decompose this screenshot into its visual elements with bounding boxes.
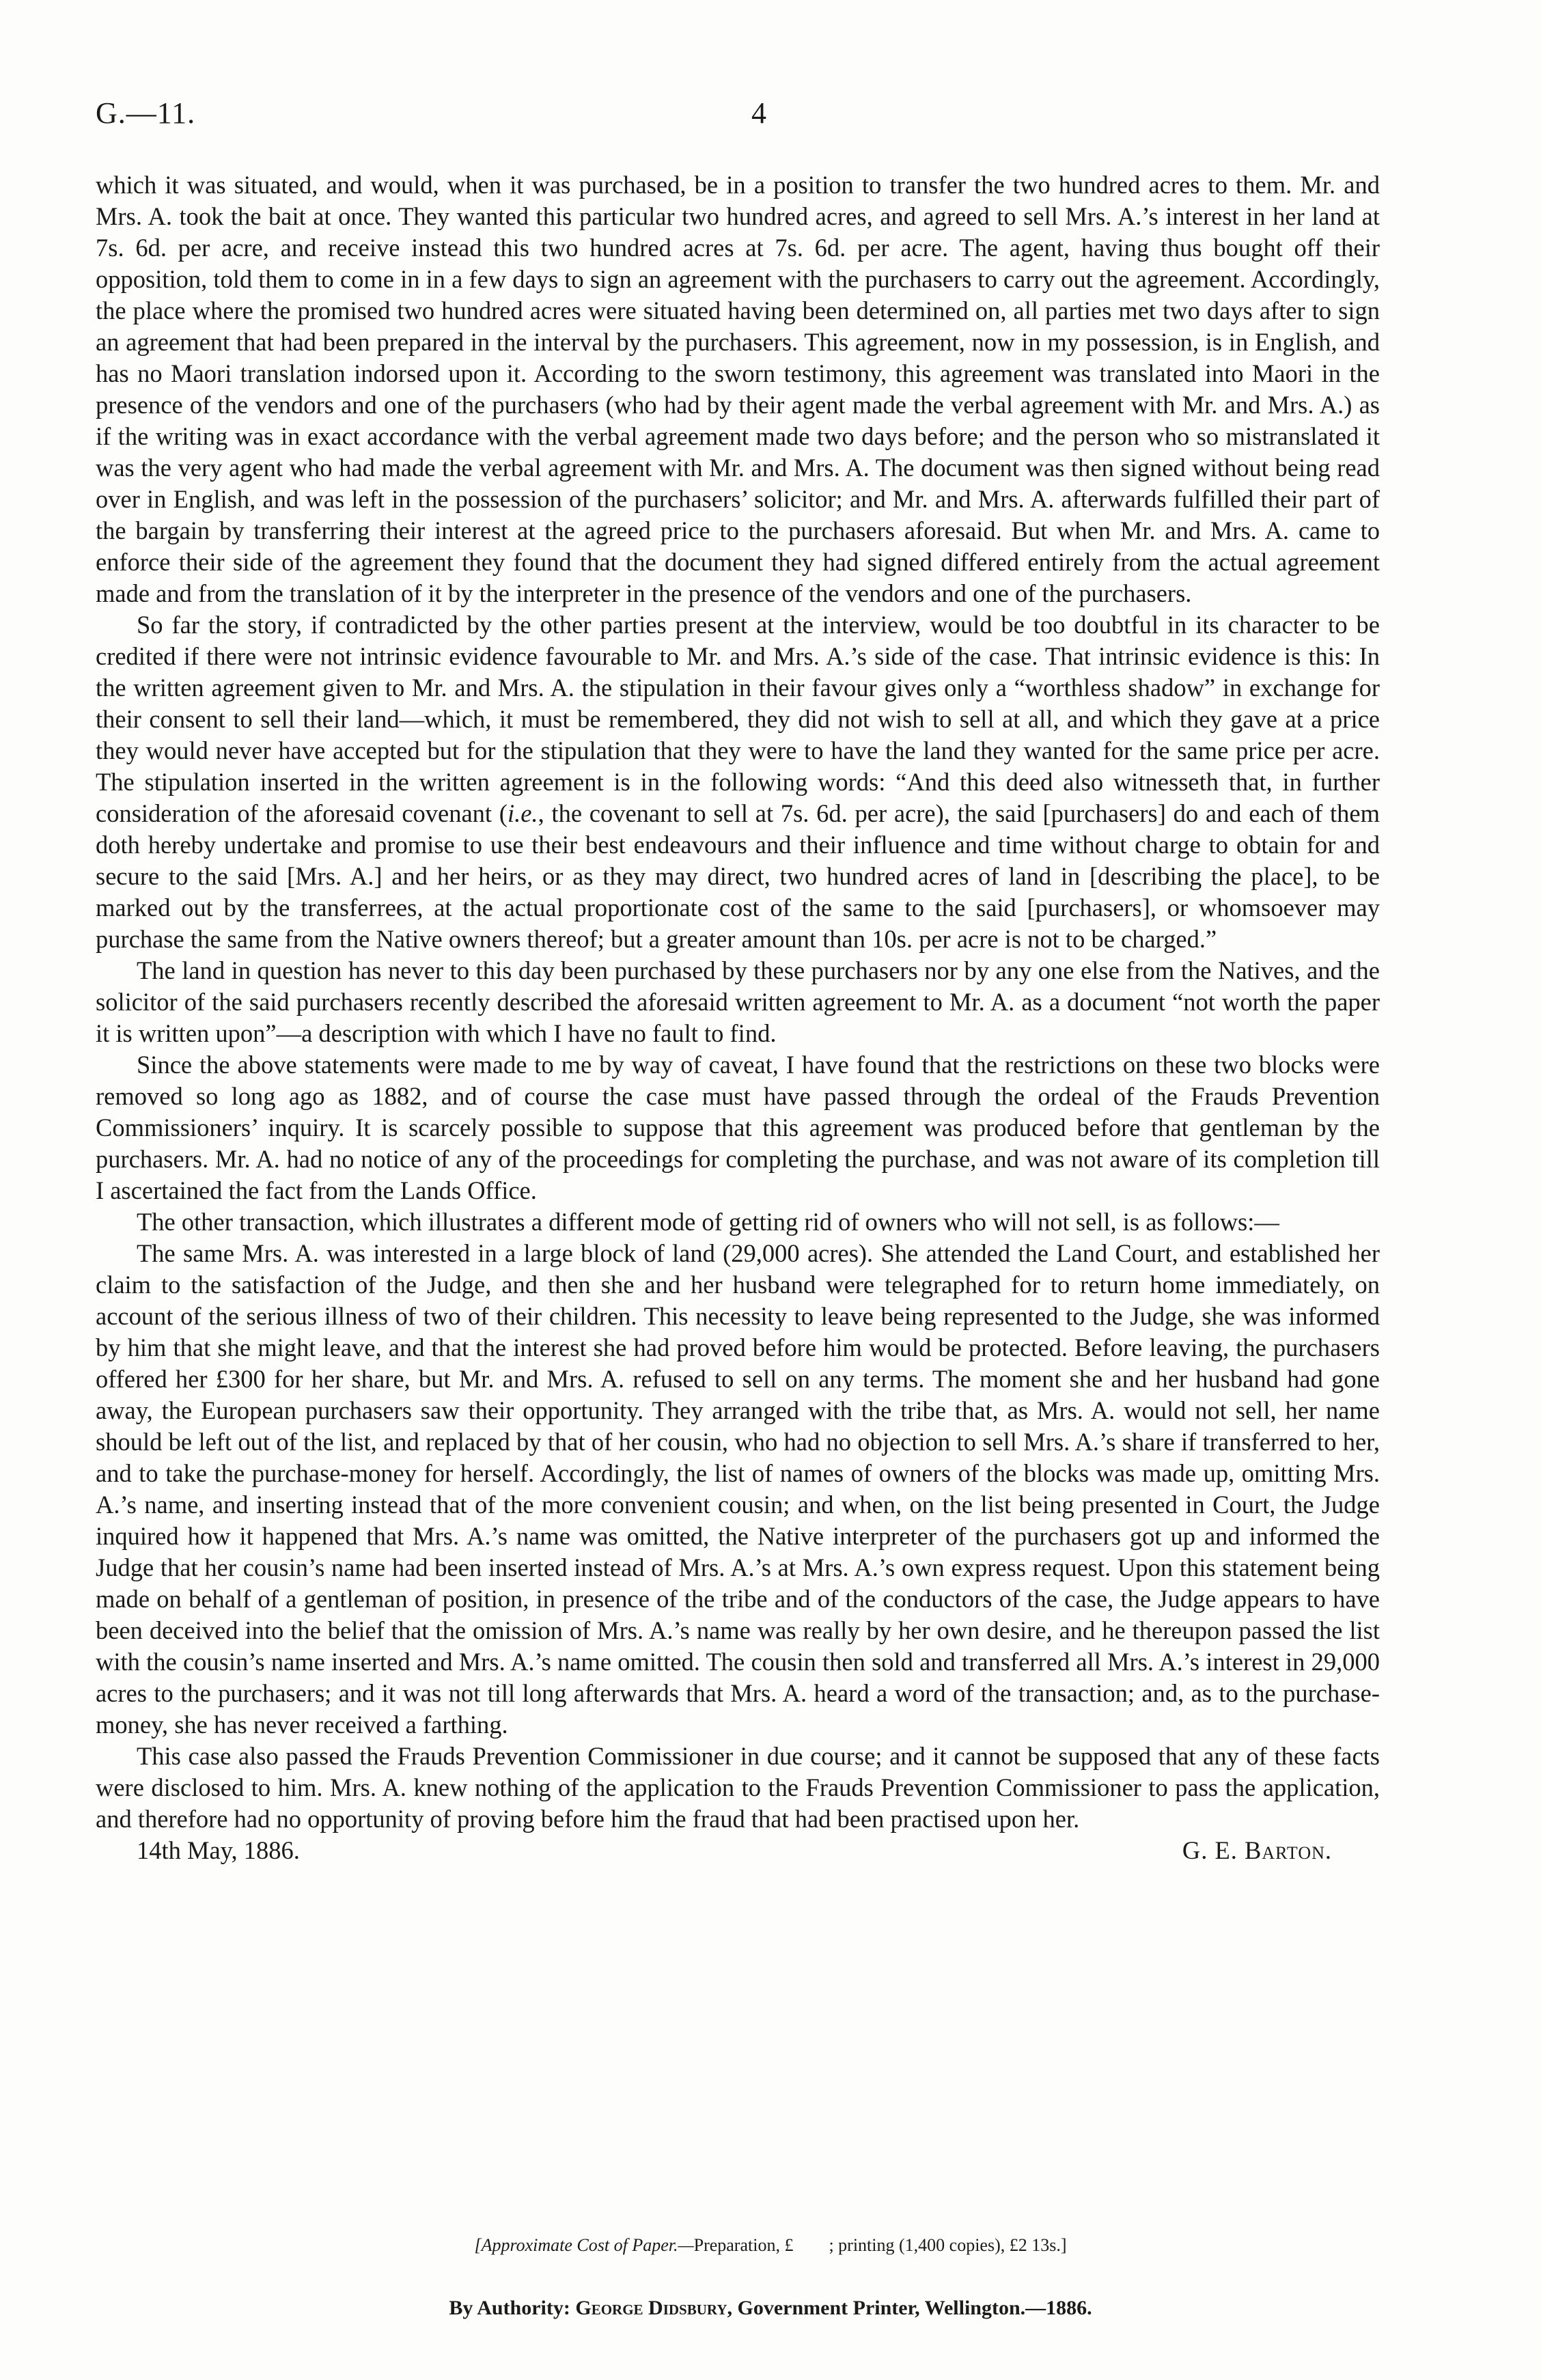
paragraph: which it was situated, and would, when it was purchased, be in a position to transfer the two hundred acres to them. Mr. and Mrs. A. took the bait at once. They wanted this particular two hundred acres, and agreed to sell Mrs. A.’s interest in her land at 7s. 6d. per acre, and receive instead this two hundred acres at 7s. 6d. per acre. The agent, having thus bought off their opposition, told them to come in in a few days to sign an agreement with the purchasers to carry out the agreement. Accordingly, the place where the promised two hundred acres were situated having been determined on, all parties met two days after to sign an agreement that had been prepared in the interval by the purchasers. This agreement, now in my possession, is in English, and has no Maori translation indorsed upon it. According to the sworn testimony, this agreement was translated into Maori in the presence of the vendors and one of the purchasers (who had by their agent made the verbal agreement with Mr. and Mrs. A.) as if the writing was in exact accordance with the verbal agreement made two days before; and the person who so mistranslated it was the very agent who had made the verbal agreement with Mr. and Mrs. A. The document was then signed without being read over in English, and was left in the possession of the purchasers’ solicitor; and Mr. and Mrs. A. afterwards fulfilled their part of the bargain by transferring their interest at the agreed price to the purchasers aforesaid. But when Mr. and Mrs. A. came to enforce their side of the agreement they found that the document they had signed differed entirely from the actual agreement made and from the translation of it by the interpreter in the presence of the vendors and one of the purchasers. xyxy=(96,171,1380,607)
cost-note xyxy=(0,2235,1541,2256)
cost-note-label: [Approximate Cost of Paper.— xyxy=(474,2235,694,2255)
paragraph: This case also passed the Frauds Prevention Commissioner in due course; and it cannot be supposed that any of these facts were disclosed to him. Mrs. A. knew nothing of the application to the Frauds Prevention Commissioner to pass the application, and therefore had no opportunity of proving before him the fraud that had been practised upon her. xyxy=(96,1742,1380,1833)
imprint xyxy=(0,2297,1541,2320)
paragraph: The land in question has never to this day been purchased by these purchasers nor by any one else from the Natives, and the solicitor of the said purchasers recently described the aforesaid written agreement to Mr. A. as a document “not worth the paper it is written upon”—a description with which I have no fault to find. xyxy=(96,956,1380,1047)
paragraph-text: , the covenant to sell at 7s. 6d. per acre), the said [purchasers] do and each of them doth hereby undertake and promise to use their best endeavours and their influence and time without charge to obtain for and secure to the said [Mrs. A.] and her heirs, or as they may direct, two hundred acres of land in [describing the place], to be marked out by the transferrees, at the actual proportionate cost of the same to the said [purchasers], or whomsoever may purchase the same from the Native owners thereof; but a greater amount than 10s. per acre is not to be charged.” xyxy=(96,799,1380,953)
imprint-prefix: By Authority: xyxy=(449,2297,576,2319)
paragraph: Since the above statements were made to me by way of caveat, I have found that the restrictions on these two blocks were removed so long ago as 1882, and of course the case must have passed through the ordeal of the Frauds Prevention Commissioners’ inquiry. It is scarcely possible to suppose that this agreement was produced before that gentleman by the purchasers. Mr. A. had no notice of any of the proceedings for completing the purchase, and was not aware of its completion till I ascertained the fact from the Lands Office. xyxy=(96,1051,1380,1204)
cost-note-printing: ; printing (1,400 copies), £2 13s.] xyxy=(829,2235,1067,2255)
date: 14th May, 1886. xyxy=(137,1836,300,1864)
document-reference: G.—11. xyxy=(96,96,196,130)
abbreviation-ie: i.e. xyxy=(507,799,538,827)
cost-note-preparation: Preparation, £ xyxy=(693,2235,794,2255)
imprint-printer: George Didsbury xyxy=(575,2297,727,2319)
page-number: 4 xyxy=(751,96,766,130)
paragraph xyxy=(96,609,1380,955)
paragraph: The same Mrs. A. was interested in a large block of land (29,000 acres). She attended the Land Court, and established her claim to the satisfaction of the Judge, and then she and her husband were telegraphed for to return home immediately, on account of the serious illness of two of their children. This necessity to leave being represented to the Judge, she was informed by him that she might leave, and that the interest she had proved before him would be protected. Before leaving, the purchasers offered her £300 for her share, but Mr. and Mrs. A. refused to sell on any terms. The moment she and her husband had gone away, the European purchasers saw their opportunity. They arranged with the tribe that, as Mrs. A. would not sell, her name should be left out of the list, and replaced by that of her cousin, who had no objection to sell Mrs. A.’s share if transferred to her, and to take the purchase-money for herself. Accordingly, the list of names of owners of the blocks was made up, omitting Mrs. A.’s name, and inserting instead that of the more convenient cousin; and when, on the list being presented in Court, the Judge inquired how it happened that Mrs. A.’s name was omitted, the Native interpreter of the purchasers got up and informed the Judge that her cousin’s name had been inserted instead of Mrs. A.’s at Mrs. A.’s own express request. Upon this statement being made on behalf of a gentleman of position, in presence of the tribe and of the conductors of the case, the Judge appears to have been deceived into the belief that the omission of Mrs. A.’s name was really by her own desire, and he thereupon passed the list with the cousin’s name inserted and Mrs. A.’s name omitted. The cousin then sold and transferred all Mrs. A.’s interest in 29,000 acres to the purchasers; and it was not till long afterwards that Mrs. A. heard a word of the transaction; and, as to the purchase-money, she has never received a farthing. xyxy=(96,1239,1380,1739)
paragraph: The other transaction, which illustrates a different mode of getting rid of owners who will not sell, is as follows:— xyxy=(137,1208,1279,1236)
imprint-suffix: , Government Printer, Wellington.—1886. xyxy=(727,2297,1092,2319)
signoff-line xyxy=(96,1835,1380,1866)
body-text xyxy=(96,169,1380,1866)
page-header xyxy=(96,96,1380,143)
paragraph-text: So far the story, if contradicted by the other parties present at the interview, would be too doubtful in its character to be credited if there were not intrinsic evidence favourable to Mr. and Mrs. A.’s side of the case. That intrinsic evidence is this: In the written agreement given to Mr. and Mrs. A. the stipulation in their favour gives only a “worthless shadow” in exchange for their consent to sell their land—which, it must be remembered, they did not wish to sell at all, and which they gave at a price they would never have accepted but for the stipulation that they were to have the land they wanted for the same price per acre. The stipulation inserted in the written agreement is in the following words: “And this deed also witnesseth that, in further consideration of the aforesaid covenant ( xyxy=(96,611,1380,827)
signature: G. E. Barton. xyxy=(1182,1836,1332,1864)
